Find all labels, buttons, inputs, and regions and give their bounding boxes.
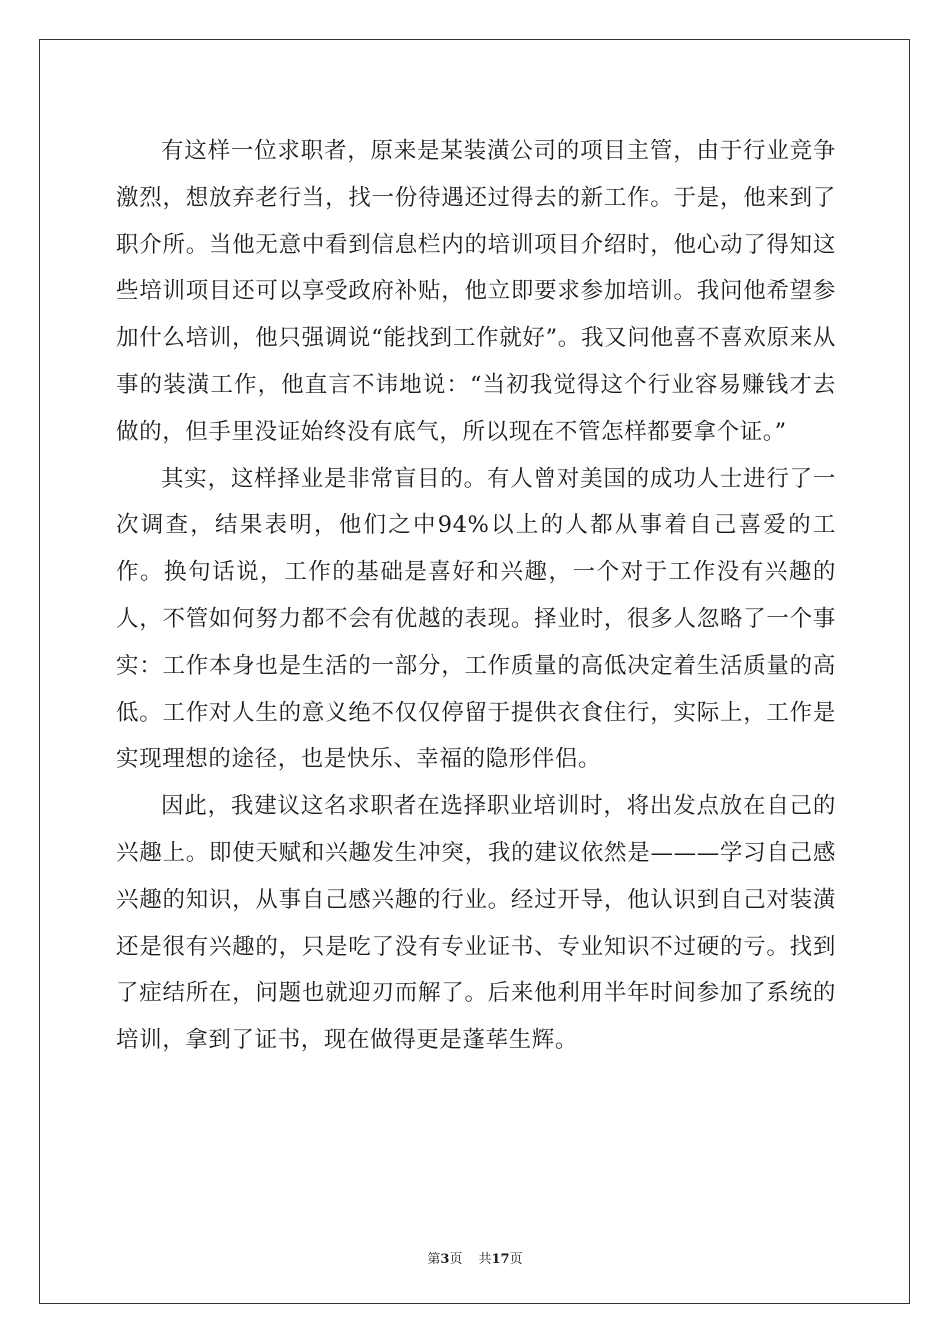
total-suffix: 页 — [509, 1252, 523, 1267]
paragraph-2: 其实，这样择业是非常盲目的。有人曾对美国的成功人士进行了一次调查，结果表明，他们之中94%以上的人都从事着自己喜爱的工作。换句话说，工作的基础是喜好和兴趣，一个对于工作没有兴趣的人，不管如何努力都不会有优越的表现。择业时，很多人忽略了一个事实：工作本身也是生活的一部分，工作质量的高低决定着生活质量的高低。工作对人生的意义绝不仅仅停留于提供衣食住行，实际上，工作是实现理想的途径，也是快乐、幸福的隐形伴侣。 — [116, 465, 836, 773]
page-prefix: 第 — [427, 1252, 441, 1267]
paragraph-1: 有这样一位求职者，原来是某装潢公司的项目主管，由于行业竞争激烈，想放弃老行当，找一份待遇还过得去的新工作。于是，他来到了职介所。当他无意中看到信息栏内的培训项目介绍时，他心动了得知这些培训项目还可以享受政府补贴，他立即要求参加培训。我问他希望参加什么培训，他只强调说“能找到工作就好”。我又问他喜不喜欢原来从事的装潢工作，他直言不讳地说：“当初我觉得这个行业容易赚钱才去做的，但手里没证始终没有底气，所以现在不管怎样都要拿个证。” — [116, 138, 836, 445]
page-footer — [0, 1248, 950, 1267]
total-pages: 17 — [491, 1252, 510, 1267]
page-suffix: 页 — [449, 1252, 463, 1267]
paragraph-3: 因此，我建议这名求职者在选择职业培训时，将出发点放在自己的兴趣上。即使天赋和兴趣发生冲突，我的建议依然是———学习自己感兴趣的知识，从事自己感兴趣的行业。经过开导，他认识到自己对装潢还是很有兴趣的，只是吃了没有专业证书、专业知识不过硬的亏。找到了症结所在，问题也就迎刃而解了。后来他利用半年时间参加了系统的培训，拿到了证书，现在做得更是蓬荜生辉。 — [116, 793, 836, 1054]
total-prefix: 共 — [478, 1252, 492, 1267]
document-body — [116, 128, 836, 1064]
page-number: 3 — [440, 1252, 450, 1267]
